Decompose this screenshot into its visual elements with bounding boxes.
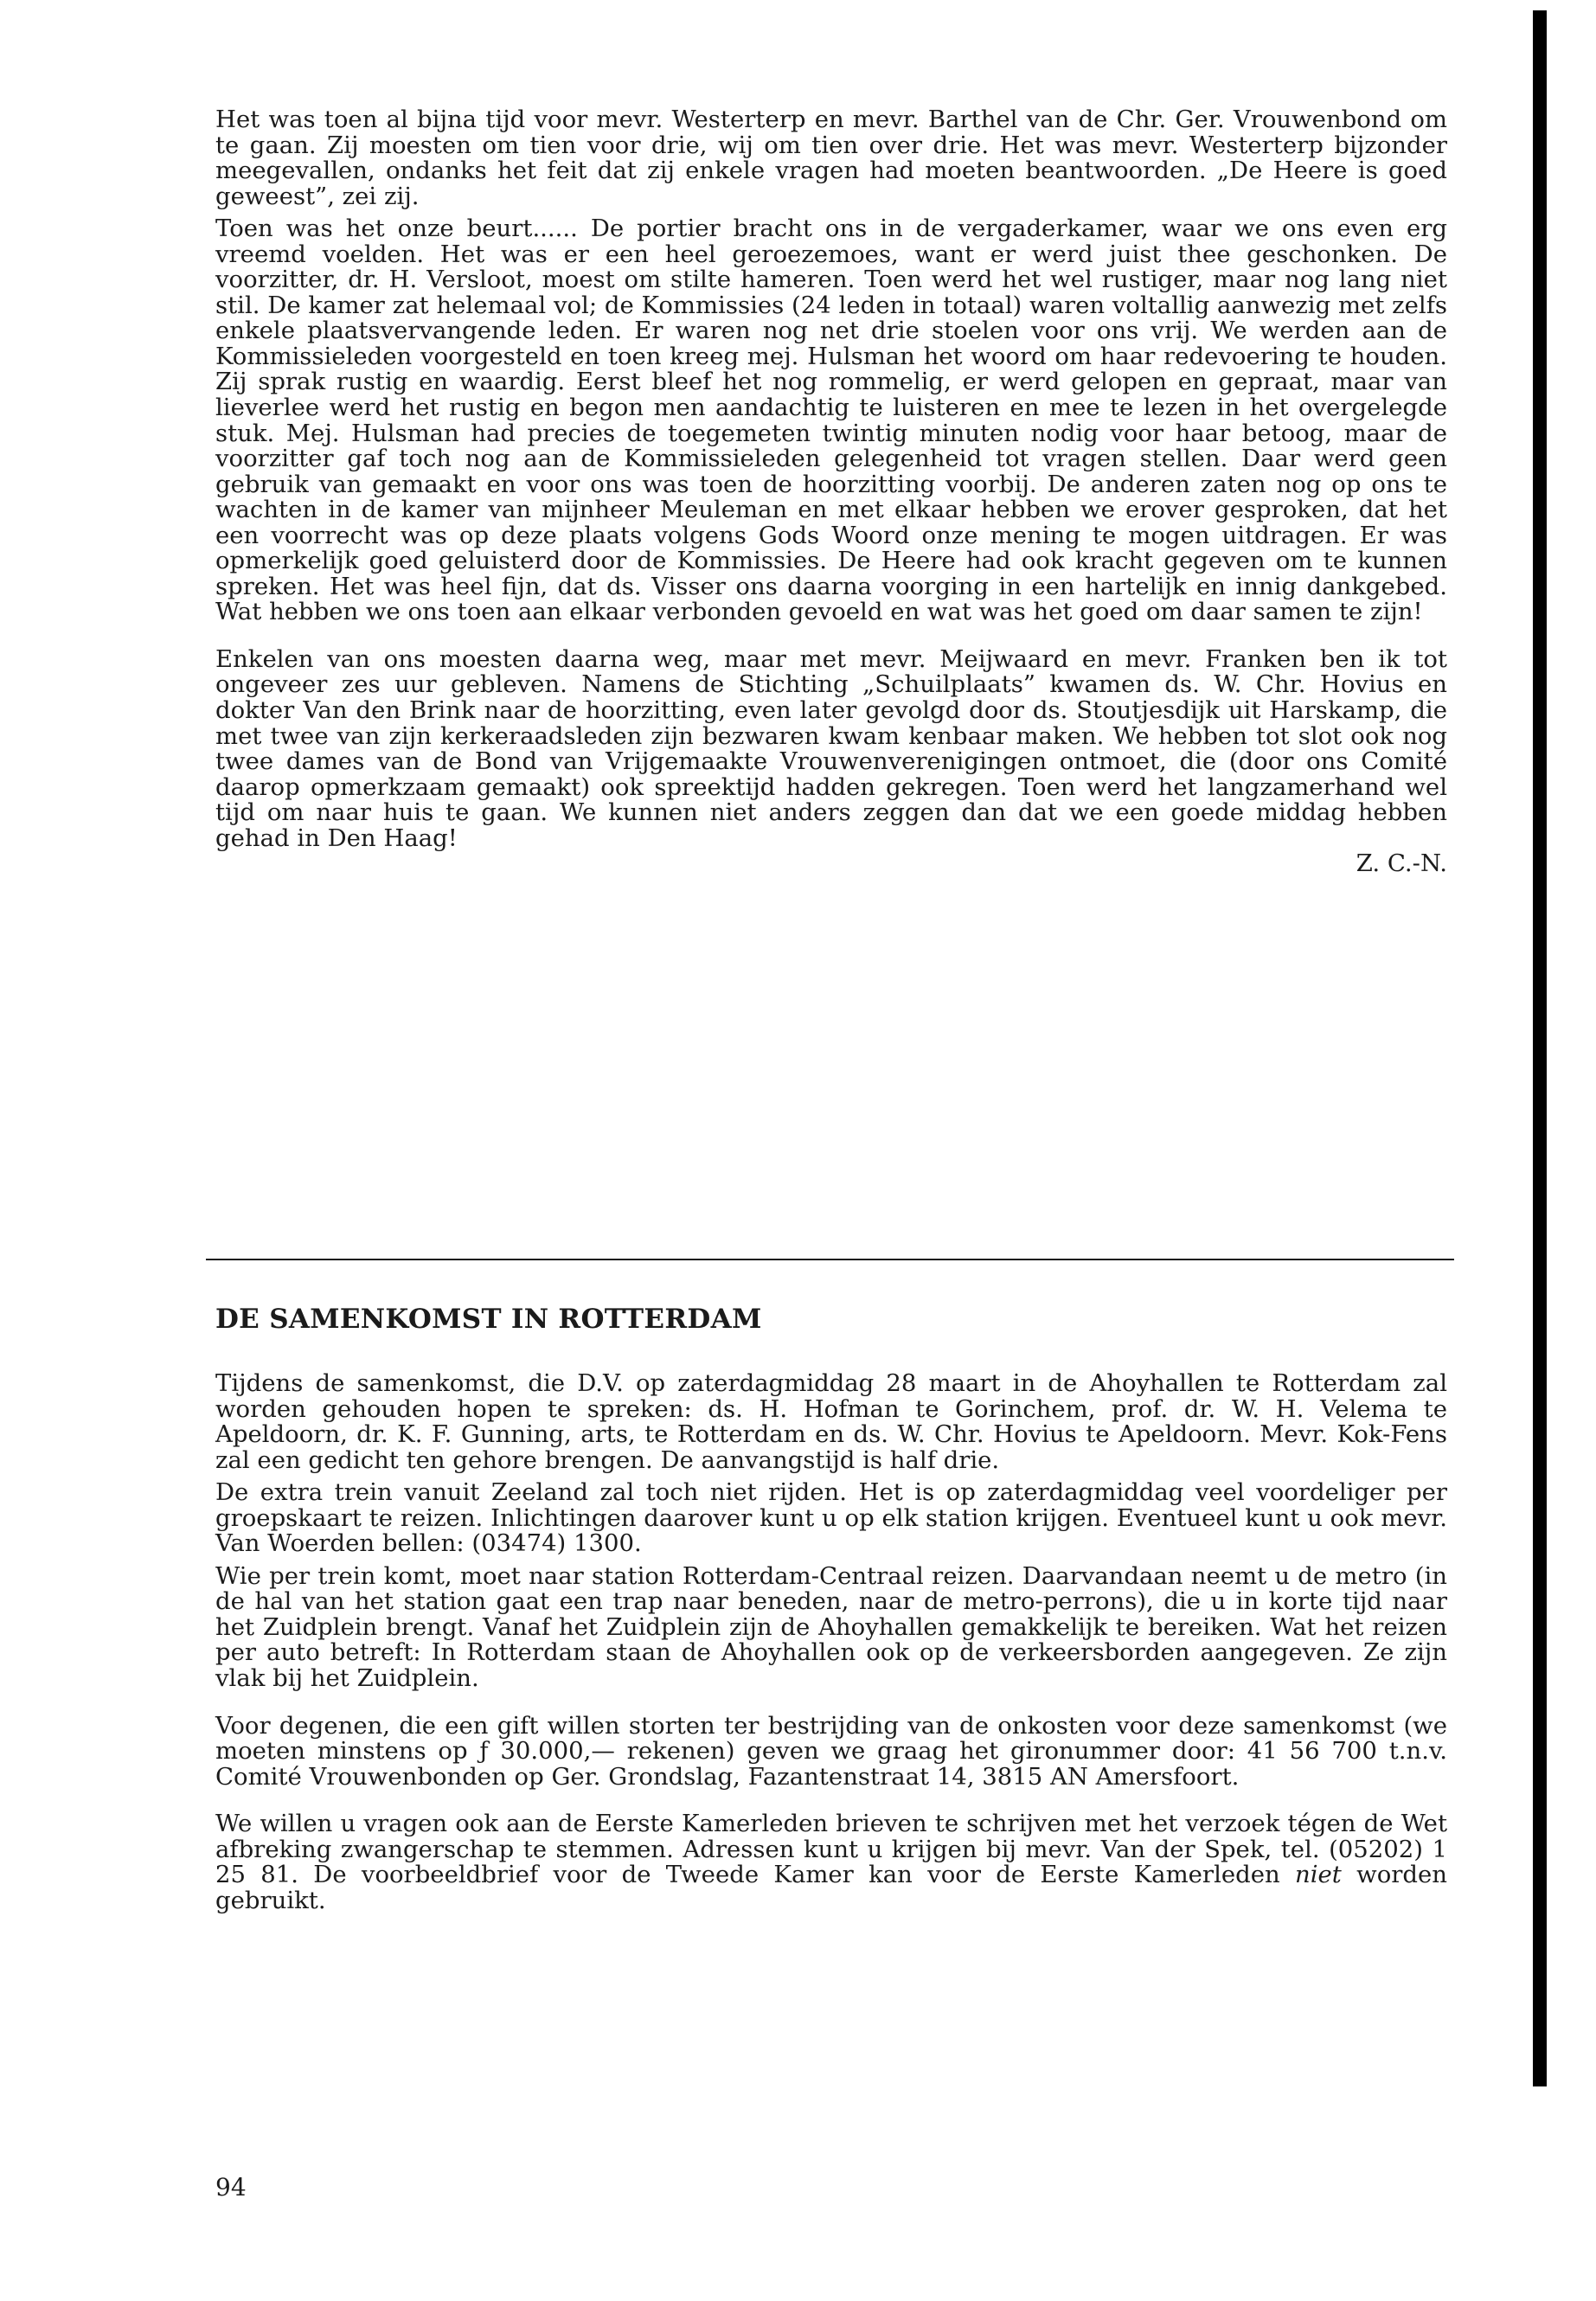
scan-edge-bar (1533, 10, 1547, 2086)
article-2-paragraph-3: Wie per trein komt, moet naar station Rotterdam-Centraal reizen. Daarvandaan neemt u de metro (in de hal van het station gaat een trap naar beneden, naar de metro-perrons), die u in korte tijd naar het Zuidplein brengt. Vanaf het Zuidplein zijn de Ahoyhallen gemakkelijk te bereiken. Wat het reizen per auto betreft: In Rotterdam staan de Ahoyhallen ook op de verkeersborden aangegeven. Ze zijn vlak bij het Zuidplein. (215, 1561, 1447, 1693)
article-2-emphasis-niet: niet (1295, 1861, 1342, 1889)
section-title: DE SAMENKOMST IN ROTTERDAM (215, 1304, 762, 1335)
article-1-paragraph-2: Toen was het onze beurt...... De portier bracht ons in de vergaderkamer, waar we ons even erg vreemd voelden. Het was er een heel geroezemoes, want er werd juist thee geschonken. De voorzitter, dr. H. Versloot, moest om stilte hameren. Toen werd het wel rustiger, maar nog lang niet stil. De kamer zat helemaal vol; de Kommissies (24 leden in totaal) waren voltallig aanwezig met zelfs enkele plaatsvervangende leden. Er waren nog net drie stoelen voor ons vrij. We werden aan de Kommissieleden voorgesteld en toen kreeg mej. Hulsman het woord om haar redevoering te houden. Zij sprak rustig en waardig. Eerst bleef het nog rommelig, er werd gelopen en gepraat, maar van lieverlee werd het rustig en begon men aandachtig te luisteren en mee te lezen in het overgelegde stuk. Mej. Hulsman had precies de toegemeten twintig minuten nodig voor haar betoog, maar de voorzitter gaf toch nog aan de Kommissieleden gelegenheid tot vragen stellen. Daar werd geen gebruik van gemaakt en voor ons was toen de hoorzitting voorbij. De anderen zaten nog op ons te wachten in de kamer van mijnheer Meuleman en met elkaar hebben we erover gesproken, dat het een voorrecht was op deze plaats volgens Gods Woord onze mening te mogen uitdragen. Er was opmerkelijk goed geluisterd door de Kommissies. De Heere had ook kracht gegeven om te kunnen spreken. Het was heel fijn, dat ds. Visser ons daarna voorging in een hartelijk en innig dankgebed. Wat hebben we ons toen aan elkaar verbonden gevoeld en wat was het goed om daar samen te zijn! (215, 215, 1447, 626)
article-1-paragraph-1: Het was toen al bijna tijd voor mevr. Westerterp en mevr. Barthel van de Chr. Ger. Vrouwenbond om te gaan. Zij moesten om tien voor drie, wij om tien over drie. Het was mevr. Westerterp bijzonder meegevallen, ondanks het feit dat zij enkele vragen had moeten beantwoorden. „De Heere is goed geweest”, zei zij. (215, 106, 1447, 210)
article-1-signature: Z. C.-N. (1356, 849, 1447, 878)
article-2-paragraph-5-text: We willen u vragen ook aan de Eerste Kamerleden brieven te schrijven met het verzoek tégen de Wet afbreking zwangerschap te stemmen. Adressen kunt u krijgen bij mevr. Van der Spek, tel. (05202) 1 25 81. De voorbeeldbrief voor de Tweede Kamer kan voor de Eerste Kamerleden (215, 1810, 1447, 1889)
article-2 (215, 1371, 1447, 1913)
article-1-paragraph-3: Enkelen van ons moesten daarna weg, maar met mevr. Meijwaard en mevr. Franken ben ik tot ongeveer zes uur gebleven. Namens de Stichting „Schuilplaats” kwamen ds. W. Chr. Hovius en dokter Van den Brink naar de hoorzitting, even later gevolgd door ds. Stoutjesdijk uit Harskamp, die met twee van zijn kerkeraadsleden zijn bezwaren kwam kenbaar maken. We hebben tot slot ook nog twee dames van de Bond van Vrijgemaakte Vrouwenverenigingen ontmoet, die (door ons Comité daarop opmerkzaam gemaakt) ook spreektijd hadden gekregen. Toen werd het langzamerhand wel tijd om naar huis te gaan. We kunnen niet anders zeggen dan dat we een goede middag hebben gehad in Den Haag! (215, 644, 1447, 852)
article-2-paragraph-4: Voor degenen, die een gift willen storten ter bestrijding van de onkosten voor deze samenkomst (we moeten minstens op ƒ 30.000,— rekenen) geven we graag het gironummer door: 41 56 700 t.n.v. Comité Vrouwenbonden op Ger. Grondslag, Fazantenstraat 14, 3815 AN Amersfoort. (215, 1711, 1447, 1791)
article-2-paragraph-1: Tijdens de samenkomst, die D.V. op zaterdagmiddag 28 maart in de Ahoyhallen te Rotterdam zal worden gehouden hopen te spreken: ds. H. Hofman te Gorinchem, prof. dr. W. H. Velema te Apeldoorn, dr. K. F. Gunning, arts, te Rotterdam en ds. W. Chr. Hovius te Apeldoorn. Mevr. Kok-Fens zal een gedicht ten gehore brengen. De aanvangstijd is half drie. (215, 1369, 1447, 1474)
article-2-paragraph-2: De extra trein vanuit Zeeland zal toch niet rijden. Het is op zaterdagmiddag veel voordeliger per groepskaart te reizen. Inlichtingen daarover kunt u op elk station krijgen. Eventueel kunt u ook mevr. Van Woerden bellen: (03474) 1300. (215, 1478, 1447, 1558)
article-2-paragraph-5-end: worden gebruikt. (215, 1861, 1447, 1914)
page-number: 94 (215, 2173, 247, 2202)
article-2-paragraph-5 (215, 1811, 1447, 1913)
section-divider (206, 1259, 1454, 1260)
article-1 (215, 107, 1447, 877)
